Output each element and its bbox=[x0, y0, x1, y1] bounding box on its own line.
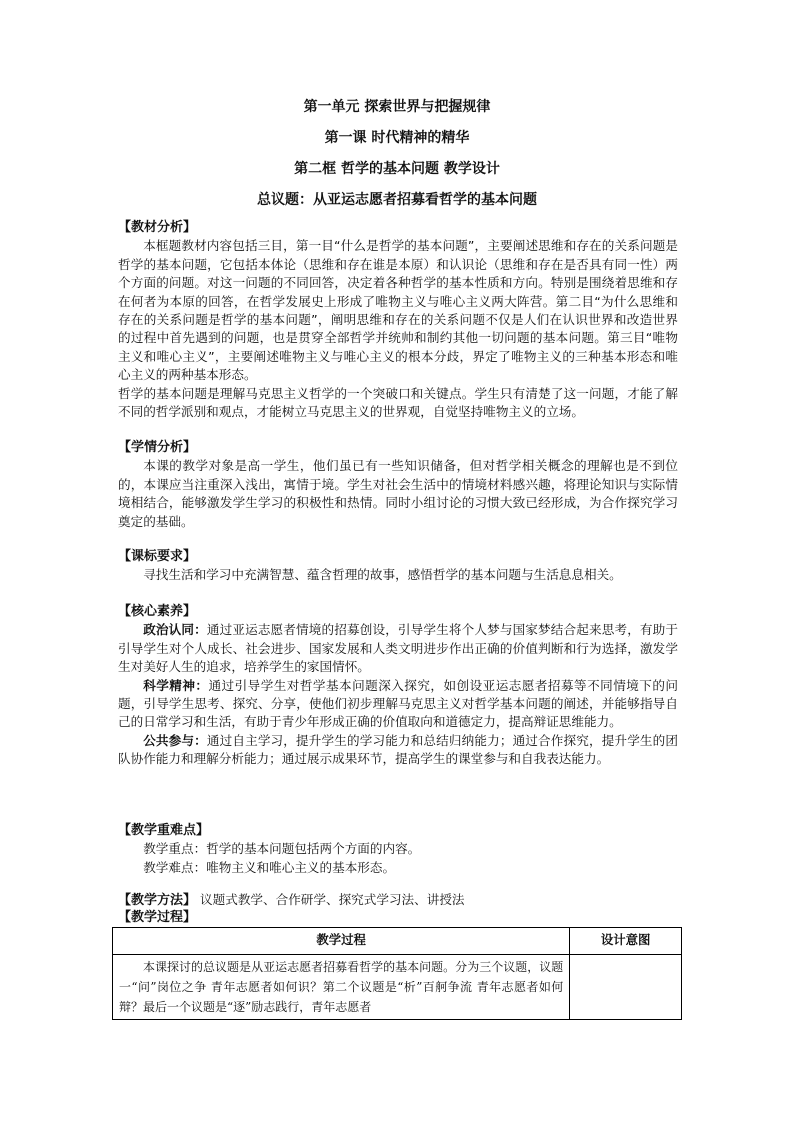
method-text: 议题式教学、合作研学、探究式学习法、讲授法 bbox=[200, 892, 465, 907]
curriculum-para: 寻找生活和学习中充满智慧、蕴含哲理的故事，感悟哲学的基本问题与生活息息相关。 bbox=[143, 567, 622, 583]
key-points-section bbox=[118, 822, 678, 877]
textbook-analysis-para1: 本框题教材内容包括三目，第一目“什么是哲学的基本问题”，主要阐述思维和存在的关系问题是哲学的基本问题，它包括本体论（思维和存在谁是本原）和认识论（思维和存在是否具有同一性）两个方面的问题。对这一问题的不同回答，决定着各种哲学的基本性质和方向。特别是围绕着思维和存在何者为本原的回答，在哲学发展史上形成了唯物主义与唯心主义两大阵营。第二目“为什么思维和存在的关系问题是哲学的基本问题”，阐明思维和存在的关系问题不仅是人们在认识世界和改造世界的过程中首先遇到的问题，也是贯穿全部哲学并统帅和制约其他一切问题的基本问题。第三目“唯物主义和唯心主义”，主要阐述唯物主义与唯心主义的根本分歧，界定了唯物主义的三种基本形态和唯心主义的两种基本形态。 bbox=[118, 238, 678, 383]
unit-title: 第一单元 探索世界与把握规律 bbox=[303, 99, 491, 115]
process-cell bbox=[113, 955, 570, 1020]
key-points-heading: 【教学重难点】 bbox=[118, 823, 210, 838]
table-row bbox=[113, 955, 682, 1020]
science-para bbox=[118, 677, 678, 732]
process-row-text: 本课探讨的总议题是从亚运志愿者招募看哲学的基本问题。分为三个议题，议题一“问”岗位之争 青年志愿者如何识？第二个议题是“析”百舸争流 青年志愿者如何辩？最后一个议题是“逐”励志践行，青年志愿者 bbox=[119, 960, 564, 1014]
public-text: 通过自主学习，提升学生的学习能力和总结归纳能力；通过合作探究，提升学生的团队协作能力和理解分析能力；通过展示成果环节，提高学生的课堂参与和自我表达能力。 bbox=[118, 732, 679, 767]
literacy-section bbox=[118, 603, 678, 769]
process-table bbox=[112, 927, 682, 1020]
method-heading: 【教学方法】 bbox=[118, 893, 197, 908]
political-lead: 政治认同： bbox=[143, 622, 207, 638]
topic-title: 总议题：从亚运志愿者招募看哲学的基本问题 bbox=[257, 192, 537, 208]
key-point: 教学重点：哲学的基本问题包括两个方面的内容。 bbox=[143, 841, 421, 857]
intent-column-header: 设计意图 bbox=[570, 928, 682, 955]
science-lead: 科学精神： bbox=[143, 677, 209, 693]
public-lead: 公共参与： bbox=[143, 732, 207, 748]
textbook-analysis-heading: 【教材分析】 bbox=[118, 220, 197, 235]
process-heading: 【教学过程】 bbox=[118, 910, 197, 925]
process-column-header: 教学过程 bbox=[113, 928, 570, 955]
section-title: 第二框 哲学的基本问题 教学设计 bbox=[294, 161, 500, 177]
process-heading-wrap bbox=[118, 909, 678, 927]
student-analysis-heading: 【学情分析】 bbox=[118, 440, 197, 455]
curriculum-section bbox=[118, 548, 678, 585]
political-para bbox=[118, 621, 678, 676]
literacy-heading: 【核心素养】 bbox=[118, 604, 197, 619]
textbook-analysis-para2: 哲学的基本问题是理解马克思主义哲学的一个突破口和关键点。学生只有清楚了这一问题，才能了解不同的哲学派别和观点，才能树立马克思主义的世界观，自觉坚持唯物主义的立场。 bbox=[118, 385, 678, 420]
science-text: 通过引导学生对哲学基本问题深入探究，如创设亚运志愿者招募等不同情境下的问题，引导学生思考、探究、分享，使他们初步理解马克思主义对哲学基本问题的阐述，并能够指导自己的日常学习和生活，有助于青少年形成正确的价值取向和道德定力，提高辩证思维能力。 bbox=[118, 677, 679, 730]
table-header-row bbox=[113, 928, 682, 955]
student-analysis-para: 本课的教学对象是高一学生，他们虽已有一些知识储备，但对哲学相关概念的理解也是不到位的，本课应当注重深入浅出，寓情于境。学生对社会生活中的情境材料感兴趣，将理论知识与实际情境相结合，能够激发学生学习的积极性和热情。同时小组讨论的习惯大致已经形成，为合作探究学习奠定的基础。 bbox=[118, 458, 678, 529]
student-analysis-section bbox=[118, 439, 678, 531]
method-section bbox=[118, 891, 678, 910]
lesson-title: 第一课 时代精神的精华 bbox=[324, 130, 470, 146]
curriculum-heading: 【课标要求】 bbox=[118, 549, 197, 564]
intent-cell bbox=[570, 955, 682, 1020]
public-para bbox=[118, 732, 678, 769]
textbook-analysis-section bbox=[118, 219, 678, 421]
political-text: 通过亚运志愿者情境的招募创设，引导学生将个人梦与国家梦结合起来思考，有助于引导学生对个人成长、社会进步、国家发展和人类文明进步作出正确的价值判断和行为选择，激发学生对美好人生的追求，培养学生的家国情怀。 bbox=[118, 622, 679, 675]
difficult-point: 教学难点：唯物主义和唯心主义的基本形态。 bbox=[143, 859, 396, 875]
